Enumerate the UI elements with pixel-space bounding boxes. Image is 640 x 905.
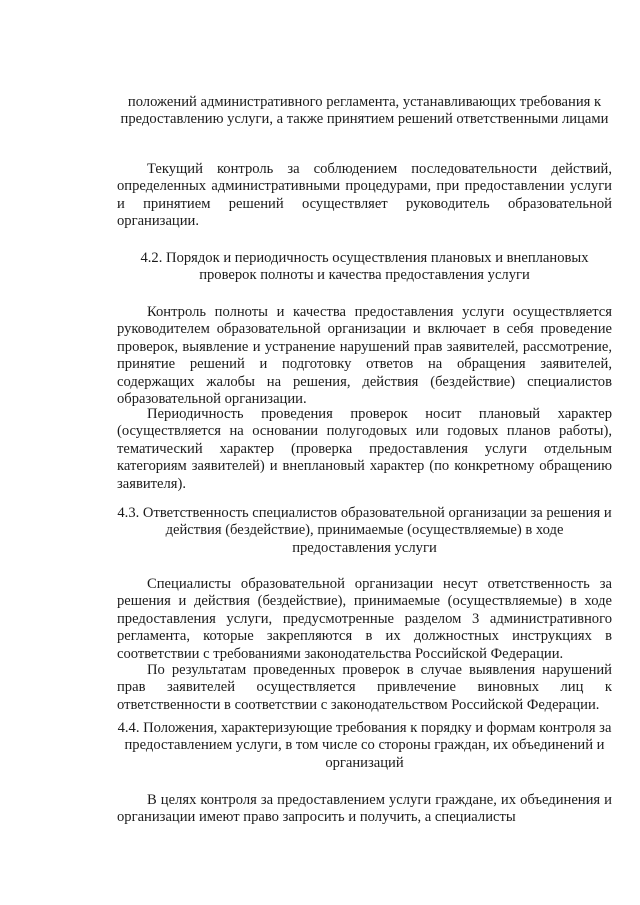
section-heading-4-2: 4.2. Порядок и периодичность осуществления плановых и внеплановых проверок полноты и качества предоставления услуги — [140, 250, 589, 284]
paragraph-current-control: Текущий контроль за соблюдением последовательности действий, определенных административными процедурами, при предоставлении услуги и принятием решений осуществляет руководитель образовательной организации. — [117, 161, 612, 230]
section-heading-4-3: 4.3. Ответственность специалистов образовательной организации за решения и действия (бездействие), принимаемые (осуществляемые) в ходе предоставления услуги — [117, 505, 612, 556]
section-heading-4-4: 4.4. Положения, характеризующие требования к порядку и формам контроля за предоставлением услуги, в том числе со стороны граждан, их объединений и организаций — [117, 720, 612, 771]
paragraph-specialist-responsibility: Специалисты образовательной организации несут ответственность за решения и действия (бездействие), принимаемые (осуществляемые) в ходе предоставления услуги, предусмотренные разделом 3 административного регламента, которые закрепляются в их должностных инструкциях в соответствии с требованиями законодательства Российской Федерации. — [117, 576, 612, 662]
paragraph-inspection-frequency: Периодичность проведения проверок носит плановый характер (осуществляется на основании полугодовых или годовых планов работы), тематический характер (проверка предоставления услуги отдельным категориям заявителей) и внеплановый характер (по конкретному обращению заявителя). — [117, 406, 612, 492]
paragraph-inspection-results: По результатам проведенных проверок в случае выявления нарушений прав заявителей осуществляется привлечение виновных лиц к ответственности в соответствии с законодательством Российской Федерации. — [117, 662, 612, 713]
paragraph-control-completeness: Контроль полноты и качества предоставления услуги осуществляется руководителем образовательной организации и включает в себя проведение проверок, выявление и устранение нарушений прав заявителей, рассмотрение, принятие решений и подготовку ответов на обращения заявителей, содержащих жалобы на решения, действия (бездействие) специалистов образовательной организации. — [117, 304, 612, 408]
paragraph-citizen-control: В целях контроля за предоставлением услуги граждане, их объединения и организации имеют право запросить и получить, а специалисты — [117, 792, 612, 826]
continued-heading: положений административного регламента, устанавливающих требования к предоставлению услуги, а также принятием решений ответственными лицами — [120, 94, 609, 128]
